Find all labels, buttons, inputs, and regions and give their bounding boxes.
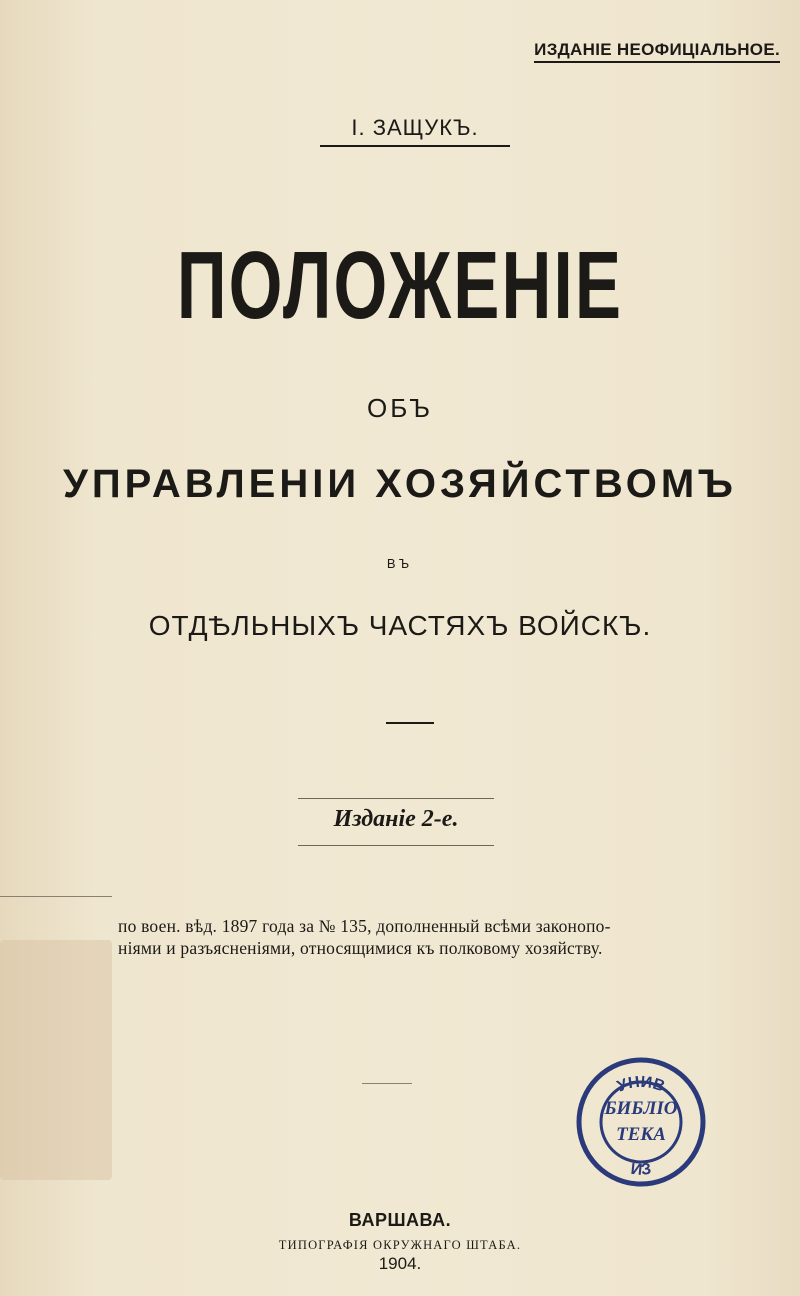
description-line-1: по воен. вѣд. 1897 года за № 135, дополненный всѣми законопо- — [118, 916, 611, 936]
stamp-inner-ring — [601, 1082, 681, 1162]
small-divider — [362, 1083, 412, 1084]
subtitle-parts: ОТДѢЛЬНЫХЪ ЧАСТЯХЪ ВОЙСКЪ. — [148, 610, 652, 641]
stamp-middle-text-2: ТЕКА — [616, 1124, 666, 1145]
description — [118, 915, 778, 959]
unofficial-edition-note: ИЗДАНІЕ НЕОФИЦІАЛЬНОЕ. — [534, 40, 780, 63]
main-title: ПОЛОЖЕНІЕ — [176, 232, 624, 339]
stamp-top-text: УНИВ — [614, 1073, 667, 1096]
paper-stain — [0, 940, 112, 1180]
stamp-bottom-text: ИЗ — [629, 1160, 653, 1179]
imprint-city: ВАРШАВА. — [348, 1210, 452, 1230]
edition-label: Изданіе 2-е. — [333, 806, 459, 832]
divider-rule — [386, 722, 434, 724]
imprint-year: 1904. — [378, 1254, 422, 1273]
margin-line — [0, 896, 112, 897]
stamp-middle-text-1: БИБЛІО — [604, 1098, 678, 1119]
title-connector-v: ВЪ — [386, 556, 414, 571]
library-stamp — [566, 1050, 716, 1195]
description-line-2: ніями и разъясненіями, относящимися къ полковому хозяйству. — [118, 938, 603, 958]
subtitle: УПРАВЛЕНІИ ХОЗЯЙСТВОМЪ — [63, 462, 737, 506]
imprint-printer: ТИПОГРАФІЯ ОКРУЖНАГО ШТАБА. — [278, 1238, 522, 1252]
author-name: І. ЗАЩУКЪ. — [320, 115, 510, 147]
title-connector-ob: ОБЪ — [366, 393, 433, 423]
